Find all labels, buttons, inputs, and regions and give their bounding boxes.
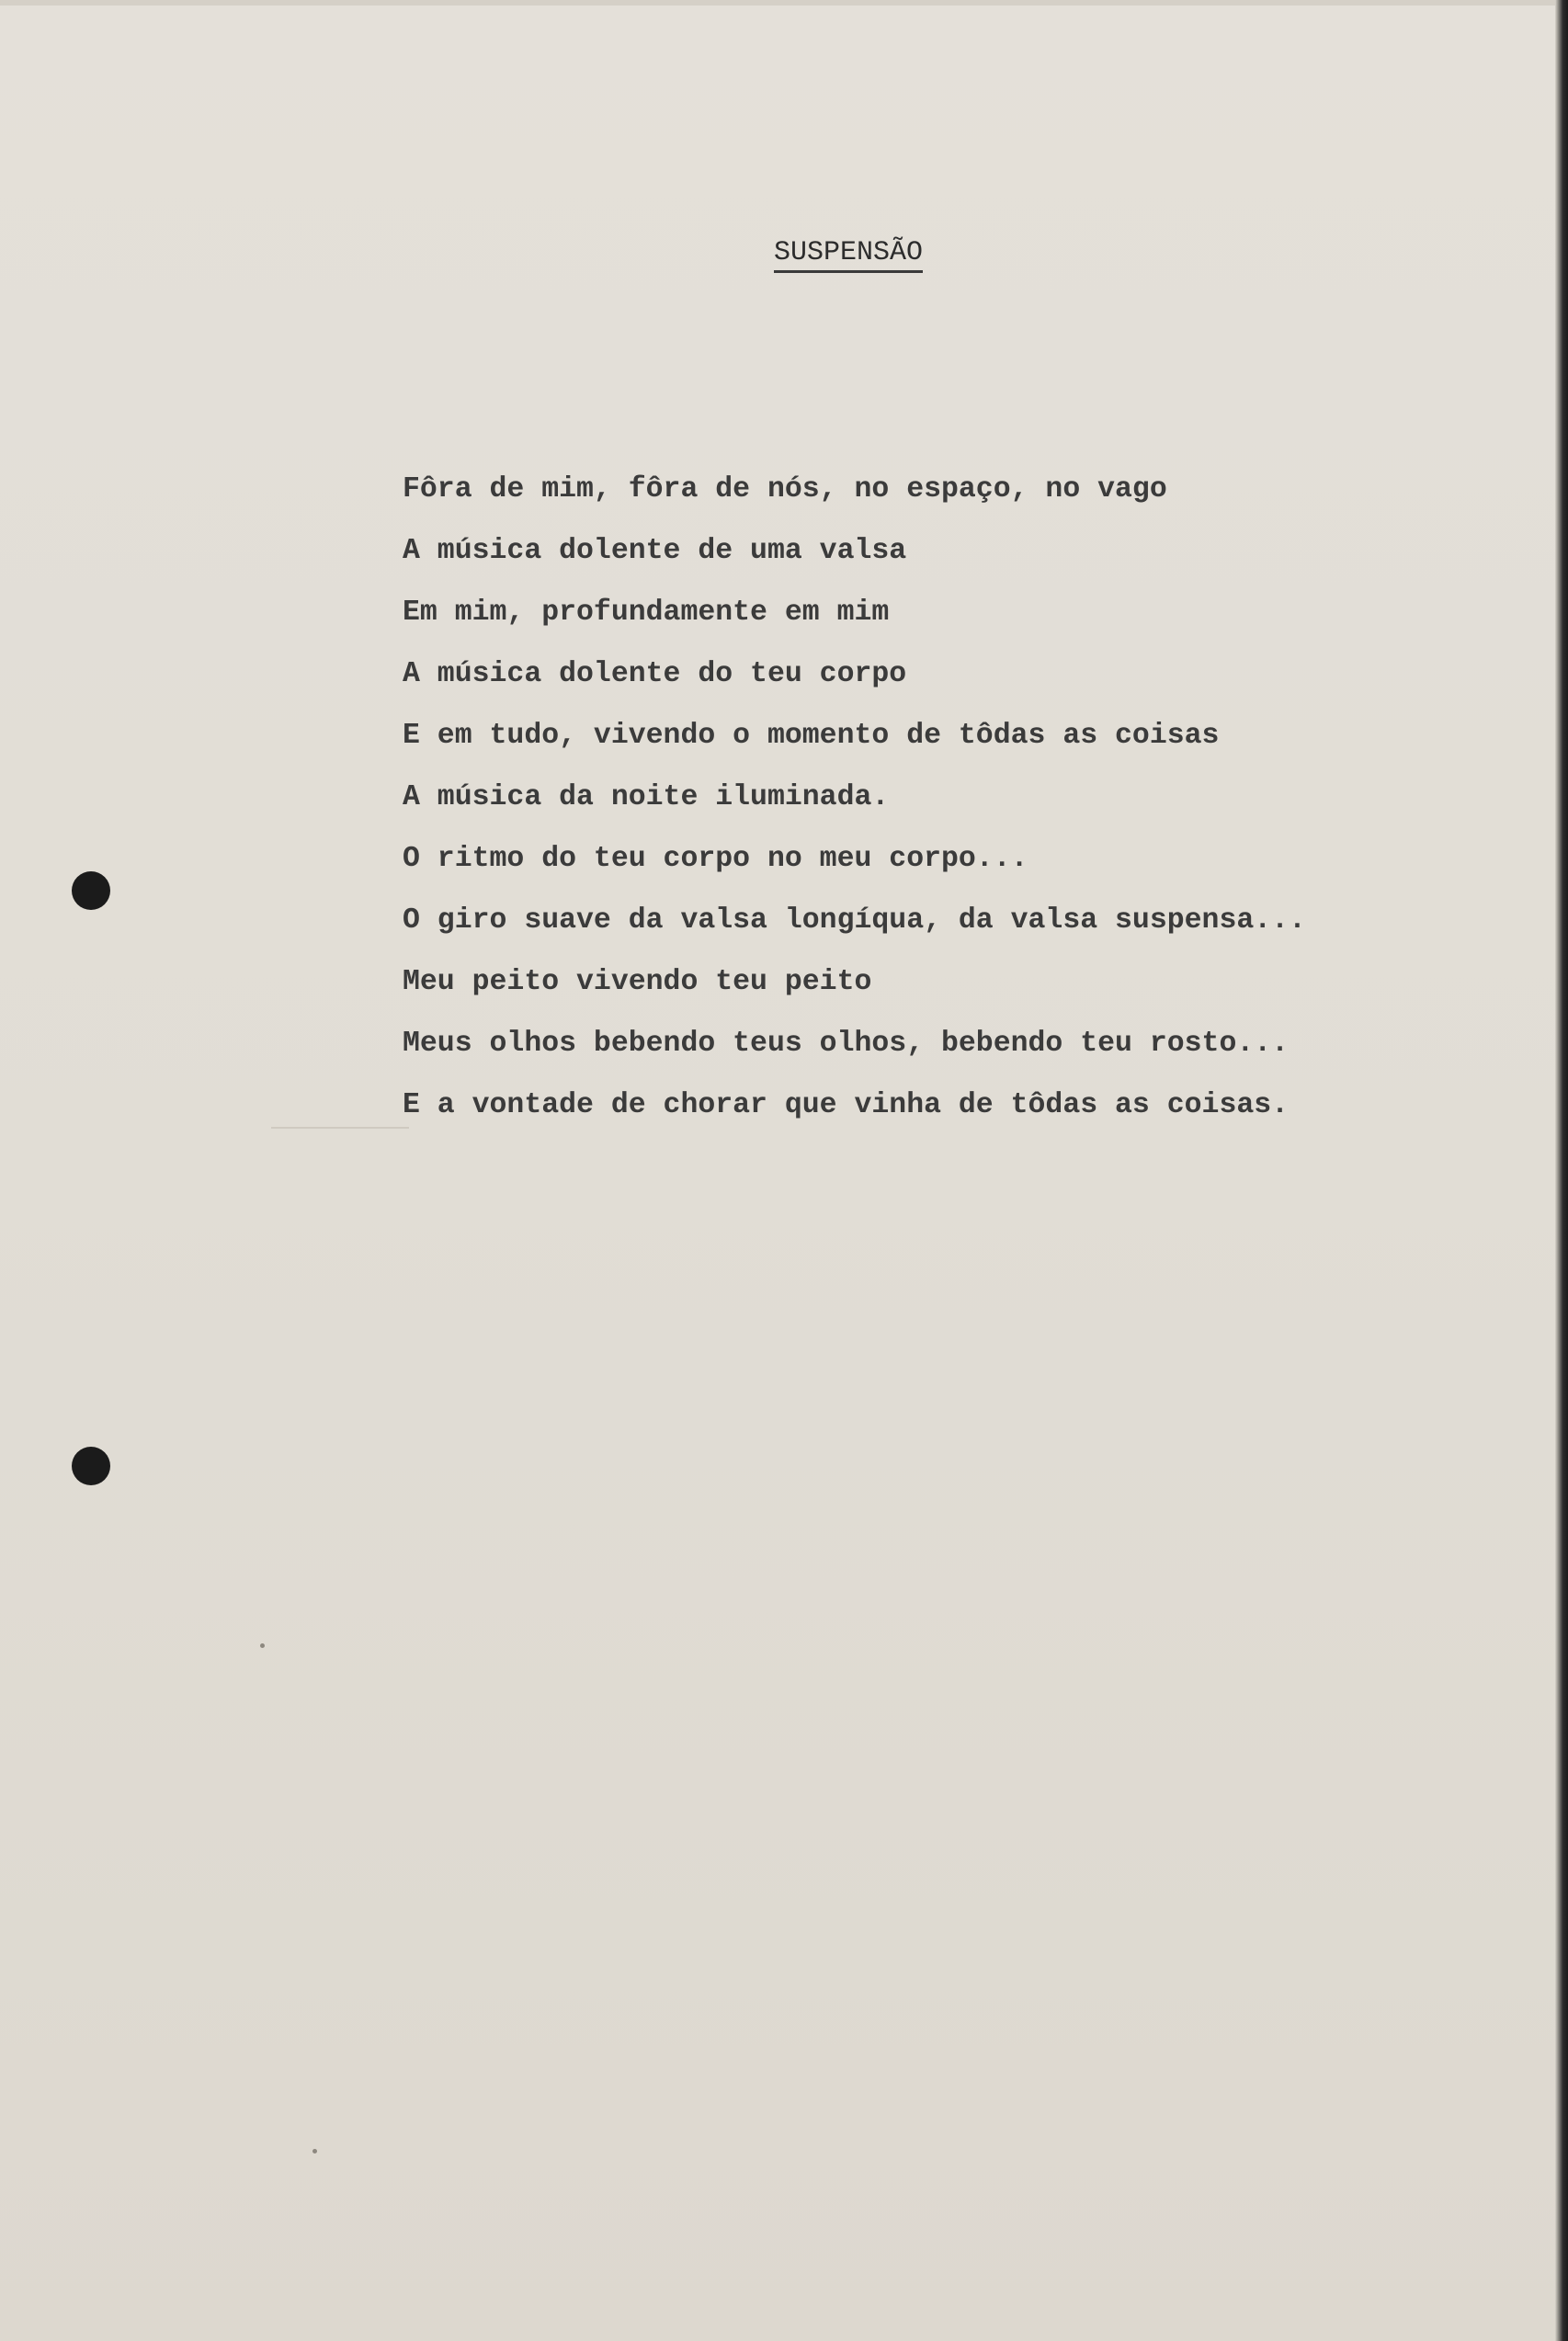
poem-line: E em tudo, vivendo o momento de tôdas as coisas — [403, 720, 1220, 752]
poem-line: E a vontade de chorar que vinha de tôdas as coisas. — [403, 1089, 1290, 1121]
poem-line: Em mim, profundamente em mim — [403, 597, 890, 629]
poem-line: Meus olhos bebendo teus olhos, bebendo teu rosto... — [403, 1028, 1290, 1060]
faint-rule-mark — [271, 1127, 409, 1129]
page-right-edge — [1555, 0, 1568, 2341]
poem-line: A música dolente de uma valsa — [403, 535, 907, 567]
poem-line: Fôra de mim, fôra de nós, no espaço, no vago — [403, 473, 1167, 506]
poem-title-container — [0, 237, 1568, 273]
punch-hole-bottom — [72, 1447, 110, 1485]
paper-speck — [260, 1643, 265, 1648]
poem-line: A música dolente do teu corpo — [403, 658, 907, 690]
poem-title: SUSPENSÃO — [774, 237, 923, 273]
poem-line: O giro suave da valsa longíqua, da valsa suspensa... — [403, 904, 1306, 937]
punch-hole-top — [72, 871, 110, 910]
poem-line: A música da noite iluminada. — [403, 781, 890, 813]
paper-speck — [312, 2149, 317, 2153]
poem-body — [403, 467, 1460, 1144]
poem-line: O ritmo do teu corpo no meu corpo... — [403, 843, 1028, 875]
page-top-edge — [0, 0, 1568, 6]
poem-line: Meu peito vivendo teu peito — [403, 966, 872, 998]
